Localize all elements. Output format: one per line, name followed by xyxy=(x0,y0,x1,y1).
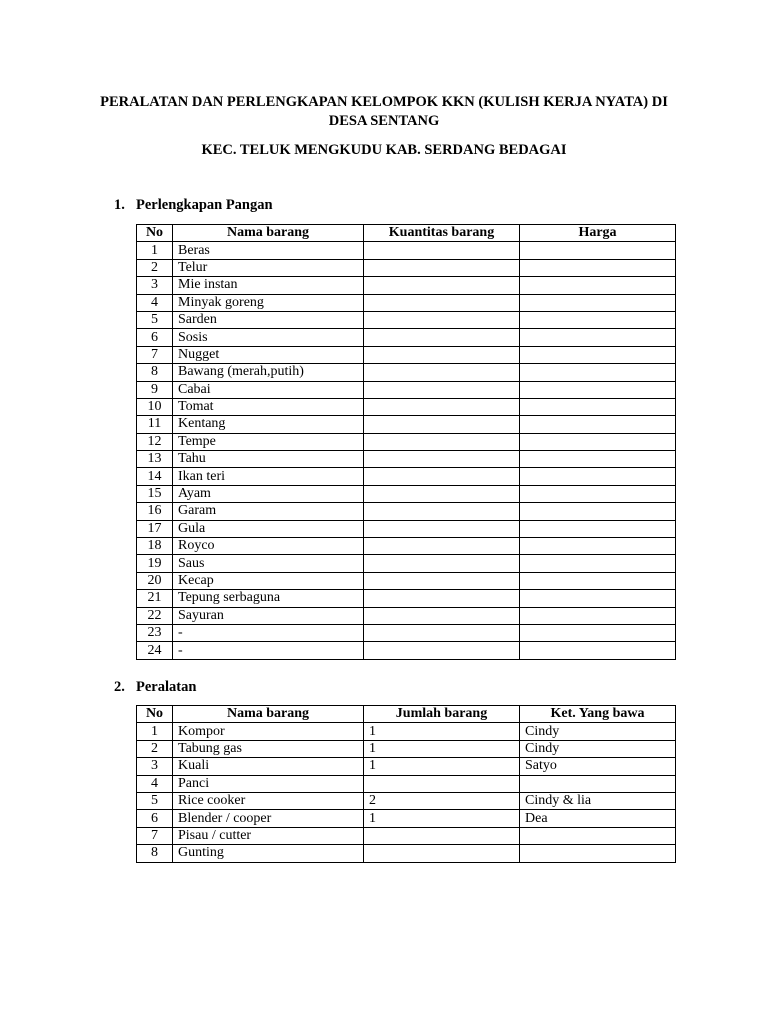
cell-name: Sayuran xyxy=(173,607,364,624)
table-perlengkapan-pangan xyxy=(136,224,676,660)
cell-no: 2 xyxy=(137,259,173,276)
table-row xyxy=(137,242,676,259)
cell-name: Gula xyxy=(173,520,364,537)
cell-price xyxy=(520,433,676,450)
cell-no: 18 xyxy=(137,538,173,555)
cell-name: Mie instan xyxy=(173,277,364,294)
cell-who: Cindy & lia xyxy=(520,792,676,809)
cell-name: Panci xyxy=(173,775,364,792)
cell-qty xyxy=(364,259,520,276)
cell-price xyxy=(520,277,676,294)
cell-qty xyxy=(364,381,520,398)
header-nama-barang: Nama barang xyxy=(173,225,364,242)
cell-name: - xyxy=(173,642,364,659)
cell-name: Tabung gas xyxy=(173,740,364,757)
cell-price xyxy=(520,590,676,607)
cell-no: 12 xyxy=(137,433,173,450)
cell-qty xyxy=(364,845,520,862)
cell-qty xyxy=(364,485,520,502)
cell-name: Garam xyxy=(173,503,364,520)
cell-no: 24 xyxy=(137,642,173,659)
cell-name: Ikan teri xyxy=(173,468,364,485)
table-row xyxy=(137,607,676,624)
cell-name: Kentang xyxy=(173,416,364,433)
header-harga: Harga xyxy=(520,225,676,242)
cell-no: 6 xyxy=(137,810,173,827)
table-row xyxy=(137,277,676,294)
cell-no: 4 xyxy=(137,294,173,311)
table-row xyxy=(137,642,676,659)
table-row xyxy=(137,810,676,827)
cell-qty xyxy=(364,433,520,450)
cell-no: 1 xyxy=(137,242,173,259)
cell-no: 22 xyxy=(137,607,173,624)
cell-qty xyxy=(364,590,520,607)
table-row xyxy=(137,624,676,641)
table-row xyxy=(137,398,676,415)
cell-name: Pisau / cutter xyxy=(173,827,364,844)
cell-qty: 1 xyxy=(364,740,520,757)
cell-price xyxy=(520,416,676,433)
document-title: PERALATAN DAN PERLENGKAPAN KELOMPOK KKN (KULISH KERJA NYATA) DI DESA SENTANG xyxy=(100,94,668,129)
table-peralatan xyxy=(136,705,676,863)
cell-name: Blender / cooper xyxy=(173,810,364,827)
header-jumlah-barang: Jumlah barang xyxy=(364,706,520,723)
cell-qty xyxy=(364,572,520,589)
cell-no: 16 xyxy=(137,503,173,520)
cell-name: Kecap xyxy=(173,572,364,589)
cell-price xyxy=(520,294,676,311)
header-kuantitas-barang: Kuantitas barang xyxy=(364,225,520,242)
table-row xyxy=(137,758,676,775)
cell-qty xyxy=(364,503,520,520)
header-no: No xyxy=(137,706,173,723)
cell-name: Gunting xyxy=(173,845,364,862)
cell-name: Tempe xyxy=(173,433,364,450)
table-row xyxy=(137,433,676,450)
cell-name: Royco xyxy=(173,538,364,555)
cell-no: 6 xyxy=(137,329,173,346)
cell-no: 15 xyxy=(137,485,173,502)
cell-no: 7 xyxy=(137,346,173,363)
cell-price xyxy=(520,381,676,398)
cell-qty xyxy=(364,346,520,363)
table-row xyxy=(137,827,676,844)
cell-no: 11 xyxy=(137,416,173,433)
cell-qty: 2 xyxy=(364,792,520,809)
cell-price xyxy=(520,572,676,589)
cell-no: 14 xyxy=(137,468,173,485)
table-row xyxy=(137,468,676,485)
cell-price xyxy=(520,398,676,415)
table-row xyxy=(137,520,676,537)
cell-no: 17 xyxy=(137,520,173,537)
section-title: Peralatan xyxy=(136,679,197,695)
table-header-row xyxy=(137,225,676,242)
cell-name: Ayam xyxy=(173,485,364,502)
cell-qty xyxy=(364,555,520,572)
section-heading-pangan xyxy=(114,196,273,215)
cell-no: 19 xyxy=(137,555,173,572)
cell-no: 8 xyxy=(137,845,173,862)
cell-qty xyxy=(364,468,520,485)
table-row xyxy=(137,538,676,555)
cell-price xyxy=(520,538,676,555)
table-body xyxy=(137,242,676,659)
document-subtitle: KEC. TELUK MENGKUDU KAB. SERDANG BEDAGAI xyxy=(201,142,567,158)
cell-no: 2 xyxy=(137,740,173,757)
cell-price xyxy=(520,259,676,276)
header-no: No xyxy=(137,225,173,242)
table-body xyxy=(137,723,676,862)
cell-qty xyxy=(364,775,520,792)
section-title: Perlengkapan Pangan xyxy=(136,197,273,213)
cell-no: 5 xyxy=(137,311,173,328)
cell-name: Minyak goreng xyxy=(173,294,364,311)
cell-name: Tomat xyxy=(173,398,364,415)
cell-qty xyxy=(364,242,520,259)
table-row xyxy=(137,329,676,346)
cell-qty xyxy=(364,294,520,311)
cell-price xyxy=(520,503,676,520)
table-row xyxy=(137,555,676,572)
cell-price xyxy=(520,451,676,468)
table-row xyxy=(137,792,676,809)
cell-who xyxy=(520,775,676,792)
cell-name: Bawang (merah,putih) xyxy=(173,364,364,381)
cell-qty xyxy=(364,642,520,659)
cell-name: Nugget xyxy=(173,346,364,363)
cell-name: - xyxy=(173,624,364,641)
cell-who xyxy=(520,845,676,862)
cell-price xyxy=(520,468,676,485)
cell-price xyxy=(520,242,676,259)
cell-qty xyxy=(364,827,520,844)
cell-no: 8 xyxy=(137,364,173,381)
cell-name: Beras xyxy=(173,242,364,259)
table-row xyxy=(137,364,676,381)
cell-name: Saus xyxy=(173,555,364,572)
table-row xyxy=(137,503,676,520)
cell-qty xyxy=(364,520,520,537)
table-row xyxy=(137,590,676,607)
header-ket-yang-bawa: Ket. Yang bawa xyxy=(520,706,676,723)
table-row xyxy=(137,485,676,502)
cell-qty xyxy=(364,311,520,328)
cell-price xyxy=(520,346,676,363)
cell-qty: 1 xyxy=(364,723,520,740)
cell-qty xyxy=(364,451,520,468)
table-row xyxy=(137,845,676,862)
cell-price xyxy=(520,642,676,659)
cell-no: 13 xyxy=(137,451,173,468)
cell-qty xyxy=(364,398,520,415)
table-row xyxy=(137,451,676,468)
cell-price xyxy=(520,364,676,381)
cell-no: 20 xyxy=(137,572,173,589)
cell-price xyxy=(520,485,676,502)
cell-price xyxy=(520,624,676,641)
table-row xyxy=(137,346,676,363)
cell-no: 23 xyxy=(137,624,173,641)
section-number: 1. xyxy=(114,197,125,213)
cell-qty: 1 xyxy=(364,810,520,827)
section-number: 2. xyxy=(114,679,125,695)
table-row xyxy=(137,311,676,328)
cell-qty xyxy=(364,364,520,381)
cell-name: Sarden xyxy=(173,311,364,328)
cell-no: 3 xyxy=(137,758,173,775)
table-row xyxy=(137,723,676,740)
cell-price xyxy=(520,520,676,537)
cell-who xyxy=(520,827,676,844)
cell-no: 10 xyxy=(137,398,173,415)
table-row xyxy=(137,294,676,311)
cell-who: Cindy xyxy=(520,723,676,740)
cell-qty xyxy=(364,277,520,294)
header-nama-barang: Nama barang xyxy=(173,706,364,723)
cell-price xyxy=(520,329,676,346)
cell-qty: 1 xyxy=(364,758,520,775)
table-header-row xyxy=(137,706,676,723)
cell-qty xyxy=(364,538,520,555)
cell-qty xyxy=(364,607,520,624)
table-row xyxy=(137,740,676,757)
cell-price xyxy=(520,607,676,624)
table-row xyxy=(137,381,676,398)
cell-qty xyxy=(364,416,520,433)
table-row xyxy=(137,259,676,276)
cell-no: 1 xyxy=(137,723,173,740)
cell-name: Kompor xyxy=(173,723,364,740)
cell-who: Dea xyxy=(520,810,676,827)
table-row xyxy=(137,775,676,792)
section-heading-peralatan xyxy=(114,678,196,697)
cell-name: Rice cooker xyxy=(173,792,364,809)
cell-qty xyxy=(364,624,520,641)
cell-no: 5 xyxy=(137,792,173,809)
cell-qty xyxy=(364,329,520,346)
cell-name: Kuali xyxy=(173,758,364,775)
cell-who: Satyo xyxy=(520,758,676,775)
cell-price xyxy=(520,555,676,572)
cell-name: Tahu xyxy=(173,451,364,468)
cell-who: Cindy xyxy=(520,740,676,757)
cell-no: 4 xyxy=(137,775,173,792)
cell-name: Cabai xyxy=(173,381,364,398)
table-row xyxy=(137,416,676,433)
cell-name: Telur xyxy=(173,259,364,276)
cell-name: Tepung serbaguna xyxy=(173,590,364,607)
cell-no: 3 xyxy=(137,277,173,294)
table-row xyxy=(137,572,676,589)
cell-name: Sosis xyxy=(173,329,364,346)
cell-price xyxy=(520,311,676,328)
cell-no: 21 xyxy=(137,590,173,607)
cell-no: 7 xyxy=(137,827,173,844)
cell-no: 9 xyxy=(137,381,173,398)
